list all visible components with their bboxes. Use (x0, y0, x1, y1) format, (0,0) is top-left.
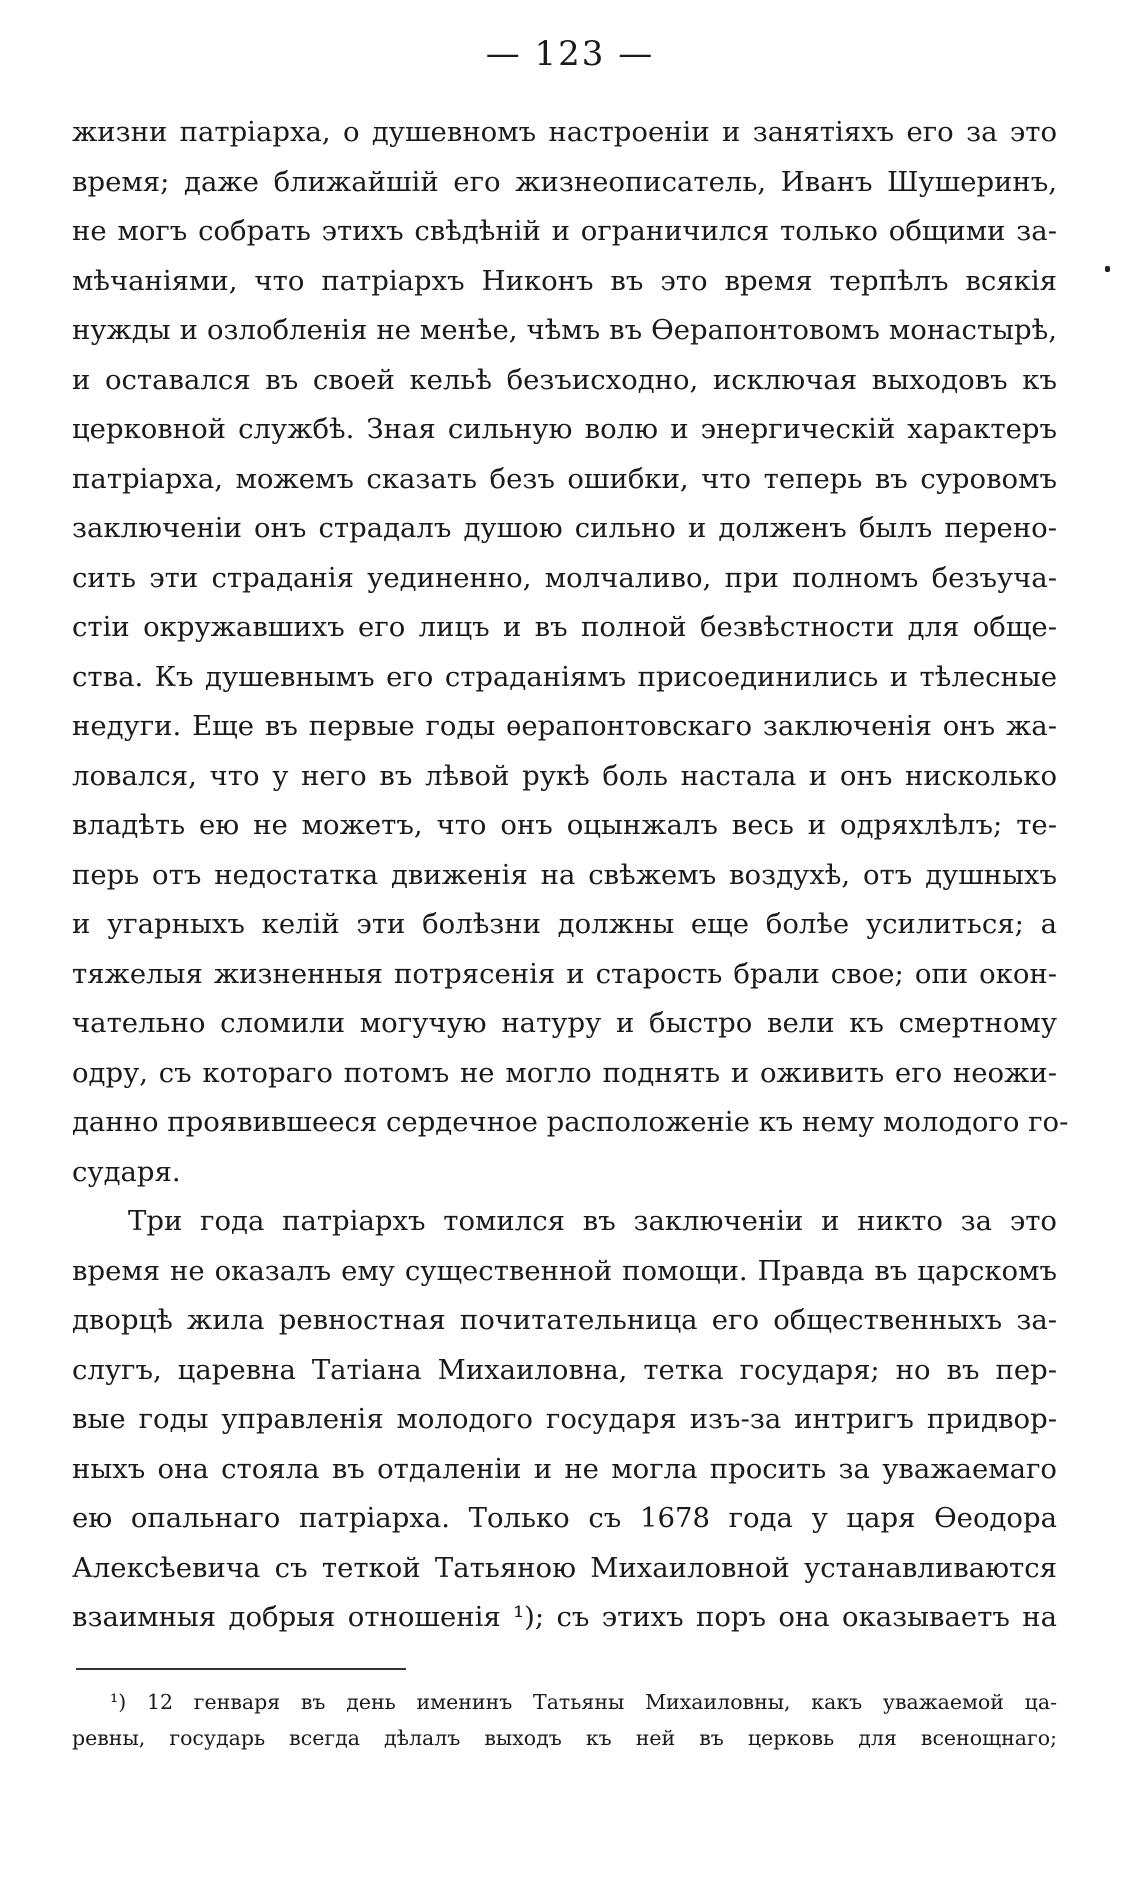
footnote-line: ¹) 12 генваря въ день именинъ Татьяны Михаиловны, какъ уважаемой ца- (110, 1690, 1057, 1714)
text-line: одру, съ котораго потомъ не могло поднять и оживить его неожи- (72, 1056, 1057, 1089)
text-line: стіи окружавшихъ его лицъ и въ полной безвѣстности для обще- (72, 611, 1057, 643)
text-line: недуги. Еще въ первые годы ѳерапонтовскаго заключенія онъ жа- (72, 710, 1057, 742)
text-line: ства. Къ душевнымъ его страданіямъ присоединились и тѣлесные (72, 660, 1057, 693)
footnote-divider (76, 1668, 406, 1670)
footnote-line: ревны, государь всегда дѣлалъ выходъ къ ней въ церковь для всенощнаго; (72, 1726, 1057, 1750)
text-line: не могъ собрать этихъ свѣдѣній и ограничился только общими за- (72, 215, 1057, 247)
text-line: и оставался въ своей кельѣ безъисходно, исключая выходовъ къ (72, 363, 1057, 396)
text-line: время; даже ближайшій его жизнеописатель, Иванъ Шушеринъ, (72, 165, 1057, 198)
text-line: заключеніи онъ страдалъ душою сильно и долженъ былъ перено- (72, 512, 1057, 544)
text-line: мѣчаніями, что патріархъ Никонъ въ это время терпѣлъ всякія (72, 264, 1057, 297)
text-line: и угарныхъ келій эти болѣзни должны еще болѣе усилиться; а (72, 908, 1057, 940)
text-line: вые годы управленія молодого государя изъ-за интригъ придвор- (72, 1403, 1057, 1435)
text-line: сударя. (72, 1155, 181, 1188)
text-line: сить эти страданія уединенно, молчаливо, при полномъ безъуча- (72, 561, 1057, 594)
text-line: взаимныя добрыя отношенія ¹); съ этихъ поръ она оказываетъ на (72, 1601, 1057, 1633)
text-line: Три года патріархъ томился въ заключеніи и никто за это (128, 1205, 1057, 1237)
text-line: ею опальнаго патріарха. Только съ 1678 года у царя Ѳеодора (72, 1502, 1057, 1534)
text-line: дворцѣ жила ревностная почитательница его общественныхъ за- (72, 1304, 1057, 1336)
text-line: церковной службѣ. Зная сильную волю и энергическій характеръ (72, 413, 1057, 445)
text-line: нужды и озлобленія не менѣе, чѣмъ въ Ѳерапонтовомъ монастырѣ, (72, 314, 1057, 346)
text-line: данно проявившееся сердечное расположеніе къ нему молодого го- (72, 1106, 1069, 1138)
text-line: ныхъ она стояла въ отдаленіи и не могла просить за уважаемаго (72, 1452, 1057, 1485)
footnotes (72, 1684, 1057, 1756)
text-line: патріарха, можемъ сказать безъ ошибки, что теперь въ суровомъ (72, 462, 1057, 495)
body-text (72, 108, 1069, 1643)
text-line: жизни патріарха, о душевномъ настроеніи и занятіяхъ его за это (72, 116, 1057, 148)
text-line: Алексѣевича съ теткой Татьяною Михаиловной устанавливаются (72, 1551, 1057, 1584)
page-number: — 123 — (485, 34, 655, 74)
text-line: владѣть ею не можетъ, что онъ оцынжалъ весь и одряхлѣлъ; те- (72, 809, 1057, 841)
text-line: слугъ, царевна Татіана Михаиловна, тетка государя; но въ пер- (72, 1353, 1057, 1386)
text-line: чательно сломили могучую натуру и быстро вели къ смертному (72, 1007, 1057, 1039)
text-line: время не оказалъ ему существенной помощи. Правда въ царскомъ (72, 1254, 1057, 1287)
text-line: ловался, что у него въ лѣвой рукѣ боль настала и онъ нисколько (72, 759, 1057, 792)
text-line: перь отъ недостатка движенія на свѣжемъ воздухѣ, отъ душныхъ (72, 858, 1057, 891)
ink-speck (1105, 266, 1110, 272)
text-line: тяжелыя жизненныя потрясенія и старость брали свое; опи окон- (72, 957, 1057, 990)
